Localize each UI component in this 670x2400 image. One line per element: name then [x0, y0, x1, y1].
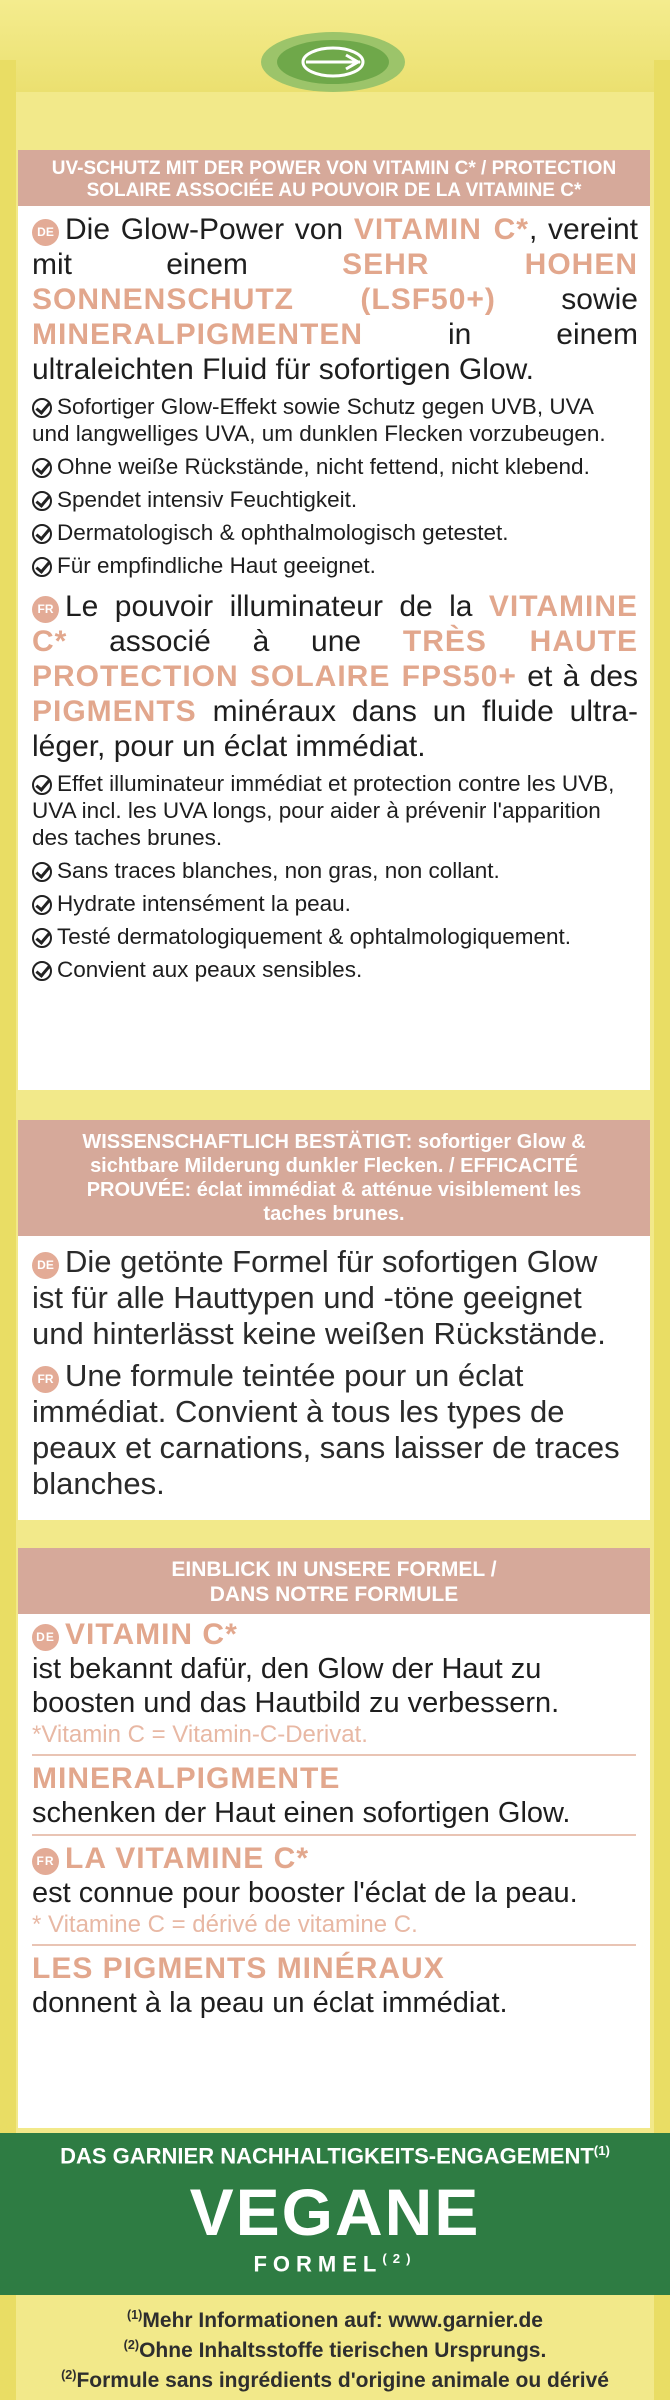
check-icon [32, 524, 52, 544]
fr-vitamin-note: * Vitamine C = dérivé de vitamine C. [32, 1911, 418, 1938]
section-1-header: UV-SCHUTZ MIT DER POWER VON VITAMIN C* / PROTECTION SOLAIRE ASSOCIÉE AU POUVOIR DE LA VITAMINE C* [18, 150, 650, 206]
list-item: Convient aux peaux sensibles. [32, 956, 636, 983]
footnote: $^{(1)}$Mehr Informationen auf: www.garnier.de [126, 2308, 543, 2332]
list-item: Spendet intensiv Feuchtigkeit. [32, 486, 636, 513]
section-uv-protection [18, 150, 650, 1090]
check-icon [32, 961, 52, 981]
divider [32, 1944, 636, 1946]
list-item: Sofortiger Glow-Effekt sowie Schutz gegen UVB, UVA und langwelliges UVA, um dunklen Flecken vorzubeugen. [32, 394, 606, 446]
left-edge [0, 60, 16, 2400]
list-item: Sans traces blanches, non gras, non collant. [32, 857, 636, 884]
formel-label: FORMEL$^{(2)}$ [253, 2251, 417, 2277]
list-item: Für empfindliche Haut geeignet. [32, 552, 636, 579]
check-icon [32, 491, 52, 511]
de-mineral-title: MINERALPIGMENTE [32, 1762, 341, 1795]
section-our-formula [18, 1548, 650, 2128]
de-mineral-body: schenken der Haut einen sofortigen Glow. [32, 1797, 571, 1829]
de-flag-icon: DE [32, 1624, 59, 1651]
fr-mineral-title: LES PIGMENTS MINÉRAUX [32, 1952, 445, 1985]
de-benefits-list [18, 393, 650, 579]
fr-benefits-list [18, 770, 650, 983]
check-icon [32, 458, 52, 478]
fr-lead-text: FR Le pouvoir illuminateur de la VITAMINE C* associé à une TRÈS HAUTE PROTECTION SOLAIRE FPS50+ et à des PIGMENTS minéraux dans un fluide ultra-léger, pour un éclat immédiat. [32, 590, 638, 763]
divider [32, 1834, 636, 1836]
vegan-logo: VEGANE [189, 2175, 481, 2249]
de-vitamin-title: DE VITAMIN C* [32, 1618, 636, 1652]
de-flag-icon: DE [32, 219, 59, 246]
ingredients-list [18, 1614, 650, 2020]
fr-vitamin-title: FR LA VITAMINE C* [32, 1842, 636, 1876]
de-formula-text: DE Die getönte Formel für sofortigen Glow ist für alle Hauttypen und -töne geeignet und hinterlässt keine weißen Rückstände. [32, 1244, 606, 1351]
list-item: Testé dermatologiquement & ophtalmologiquement. [32, 923, 636, 950]
de-lead-text: DE Die Glow-Power von VITAMIN C*, vereint mit einem SEHR HOHEN SONNENSCHUTZ (LSF50+) sowie MINERALPIGMENTEN in einem ultraleichten Fluid für sofortigen Glow. [32, 213, 638, 386]
sustainability-footer [0, 2133, 670, 2400]
fr-vitamin-body: est connue pour booster l'éclat de la peau. [32, 1877, 578, 1909]
section-3-header: EINBLICK IN UNSERE FORMEL / DANS NOTRE FORMULE [18, 1548, 650, 1614]
fr-flag-icon: FR [32, 1848, 59, 1875]
footnote: $^{(2)}$Formule sans ingrédients d'origine animale ou dérivé [61, 2368, 609, 2392]
fr-flag-icon: FR [32, 596, 59, 623]
fr-mineral-body: donnent à la peau un éclat immédiat. [32, 1987, 508, 2019]
section-proven-efficacy [18, 1120, 650, 1520]
vegan-band [0, 2133, 670, 2295]
garnier-leaf-logo-icon [258, 22, 408, 94]
fr-flag-icon: FR [32, 1366, 59, 1393]
check-icon [32, 398, 52, 418]
de-vitamin-note: *Vitamin C = Vitamin-C-Derivat. [32, 1721, 368, 1748]
de-vitamin-body: ist bekannt dafür, den Glow der Haut zu boosten und das Hautbild zu verbessern. [32, 1653, 560, 1719]
right-edge [654, 60, 670, 2400]
commitment-text: DAS GARNIER NACHHALTIGKEITS-ENGAGEMENT$^{(1)}$ [60, 2143, 610, 2169]
section-2-header: WISSENSCHAFTLICH BESTÄTIGT: sofortiger Glow & sichtbare Milderung dunkler Flecken. / EFFICACITÉ PROUVÉE: éclat immédiat & atténue visiblement les taches brunes. [18, 1120, 650, 1236]
divider [32, 1754, 636, 1756]
footnotes [0, 2303, 670, 2393]
de-flag-icon: DE [32, 1252, 59, 1279]
list-item: Effet illuminateur immédiat et protection contre les UVB, UVA incl. les UVA longs, pour aider à prévenir l'apparition des taches brunes. [32, 771, 615, 850]
check-icon [32, 895, 52, 915]
fr-formula-text: FR Une formule teintée pour un éclat immédiat. Convient à tous les types de peaux et carnations, sans laisser de traces blanches. [32, 1358, 620, 1501]
check-icon [32, 557, 52, 577]
check-icon [32, 928, 52, 948]
footnote: $^{(2)}$Ohne Inhaltsstoffe tierischen Ursprungs. [123, 2338, 547, 2362]
list-item: Dermatologisch & ophthalmologisch getestet. [32, 519, 636, 546]
check-icon [32, 862, 52, 882]
check-icon [32, 775, 52, 795]
list-item: Ohne weiße Rückstände, nicht fettend, nicht klebend. [32, 453, 636, 480]
list-item: Hydrate intensément la peau. [32, 890, 636, 917]
